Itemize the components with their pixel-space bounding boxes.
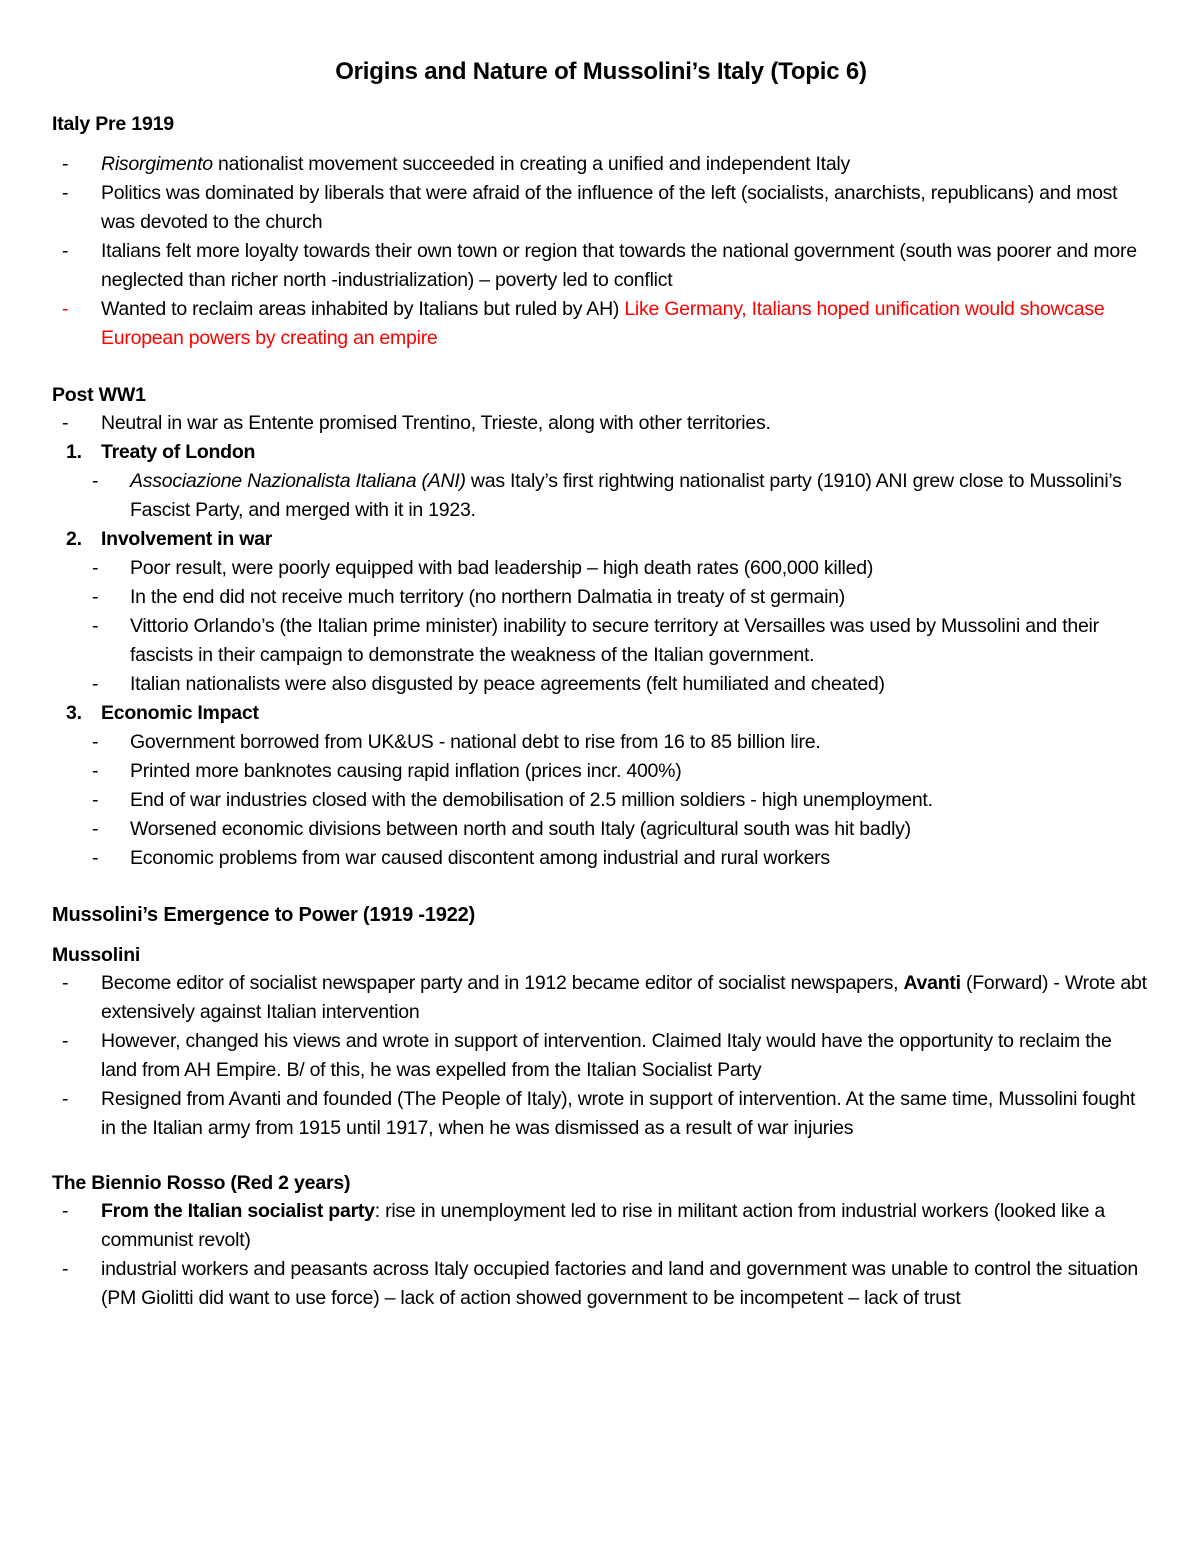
item-text: Italians felt more loyalty towards their own town or region that towards the national government (south was poorer and more neglected than richer north -industrialization) – poverty led to conflict [101, 240, 1137, 291]
item-text: End of war industries closed with the demobilisation of 2.5 million soldiers - high unemployment. [130, 789, 933, 811]
list-item [52, 786, 1150, 815]
dash-marker: - [92, 789, 99, 811]
list-item [52, 815, 1150, 844]
list-item [52, 554, 1150, 583]
dash-marker: - [92, 847, 99, 869]
item-text: Politics was dominated by liberals that were afraid of the influence of the left (socialists, anarchists, republicans) and most was devoted to the church [101, 182, 1118, 233]
item-text: (Forward) - Wrote abt extensively against Italian intervention [101, 972, 1147, 1023]
number-marker: 2. [66, 528, 82, 550]
list-item [52, 467, 1150, 525]
list-biennio-rosso [52, 1197, 1150, 1313]
item-text: Printed more banknotes causing rapid inflation (prices incr. 400%) [130, 760, 682, 782]
term-italian-socialist-party: From the Italian socialist party [101, 1200, 375, 1222]
list-item [52, 844, 1150, 873]
item-text: Italian nationalists were also disgusted by peace agreements (felt humiliated and cheated) [130, 673, 885, 695]
list-item [52, 757, 1150, 786]
list-item [52, 179, 1150, 237]
numbered-list-post-ww1-3 [52, 699, 1150, 728]
dash-marker: - [92, 673, 99, 695]
numbered-list-post-ww1-2 [52, 525, 1150, 554]
item-text: Economic problems from war caused discontent among industrial and rural workers [130, 847, 830, 869]
item-text: Worsened economic divisions between north and south Italy (agricultural south was hit badly) [130, 818, 911, 840]
numbered-item-treaty-of-london [52, 438, 1150, 467]
subheading-treaty-of-london: Treaty of London [101, 441, 256, 463]
dash-marker: - [62, 972, 69, 994]
term-ani: Associazione Nazionalista Italiana (ANI) [130, 470, 466, 492]
numbered-list-post-ww1 [52, 438, 1150, 467]
item-text: nationalist movement succeeded in creating a unified and independent Italy [212, 153, 850, 175]
dash-marker: - [62, 240, 69, 262]
dash-marker: - [92, 731, 99, 753]
heading-biennio-rosso: The Biennio Rosso (Red 2 years) [52, 1172, 351, 1194]
item-text: : rise in unemployment led to rise in militant action from industrial workers (looked like a communist revolt) [101, 1200, 1105, 1251]
dash-marker: - [62, 1258, 69, 1280]
list-post-ww1-intro [52, 409, 1150, 438]
heading-mussolini: Mussolini [52, 944, 141, 966]
subheading-economic-impact: Economic Impact [101, 702, 259, 724]
list-item [52, 237, 1150, 295]
page-title: Origins and Nature of Mussolini’s Italy (Topic 6) [335, 58, 867, 85]
dash-marker: - [92, 586, 99, 608]
dash-marker: - [92, 615, 99, 637]
highlighted-text: Like Germany, Italians hoped unification would showcase European powers by creating an empire [101, 298, 1105, 349]
heading-italy-pre-1919: Italy Pre 1919 [52, 113, 174, 135]
dash-marker: - [62, 1088, 69, 1110]
item-text: Vittorio Orlando’s (the Italian prime minister) inability to secure territory at Versailles was used by Mussolini and their fascists in their campaign to demonstrate the weakness of the Italian government. [130, 615, 1099, 666]
list-mussolini [52, 969, 1150, 1143]
item-text: Wanted to reclaim areas inhabited by Italians but ruled by AH) [101, 298, 625, 320]
heading-mussolini-emergence: Mussolini’s Emergence to Power (1919 -1922) [52, 904, 476, 926]
term-avanti: Avanti [903, 972, 961, 994]
dash-marker: - [92, 760, 99, 782]
list-item [52, 612, 1150, 670]
list-item [52, 295, 1150, 353]
list-item [52, 583, 1150, 612]
list-involvement-in-war [52, 554, 1150, 699]
item-text: industrial workers and peasants across Italy occupied factories and land and government was unable to control the situation (PM Giolitti did want to use force) – lack of action showed government to be incompetent – lack of trust [101, 1258, 1138, 1309]
dash-marker: - [62, 182, 69, 204]
list-item [52, 1197, 1150, 1255]
list-item [52, 1027, 1150, 1085]
list-item [52, 409, 1150, 438]
list-economic-impact [52, 728, 1150, 873]
item-text: Resigned from Avanti and founded (The People of Italy), wrote in support of intervention. At the same time, Mussolini fought in the Italian army from 1915 until 1917, when he was dismissed as a result of war injuries [101, 1088, 1136, 1139]
item-text: Poor result, were poorly equipped with bad leadership – high death rates (600,000 killed) [130, 557, 874, 579]
subheading-involvement-in-war: Involvement in war [101, 528, 273, 550]
numbered-item-involvement-in-war [52, 525, 1150, 554]
heading-post-ww1: Post WW1 [52, 384, 146, 406]
list-italy-pre-1919 [52, 150, 1150, 353]
list-item [52, 150, 1150, 179]
number-marker: 1. [66, 441, 82, 463]
item-text: Government borrowed from UK&US - national debt to rise from 16 to 85 billion lire. [130, 731, 821, 753]
item-text: Neutral in war as Entente promised Trentino, Trieste, along with other territories. [101, 412, 771, 434]
number-marker: 3. [66, 702, 82, 724]
dash-marker: - [92, 470, 99, 492]
term-risorgimento: Risorgimento [101, 153, 213, 175]
dash-marker: - [62, 412, 69, 434]
item-text: However, changed his views and wrote in support of intervention. Claimed Italy would have the opportunity to reclaim the land from AH Empire. B/ of this, he was expelled from the Italian Socialist Party [101, 1030, 1112, 1081]
list-item [52, 1255, 1150, 1313]
list-item [52, 1085, 1150, 1143]
list-item [52, 728, 1150, 757]
item-text: In the end did not receive much territory (no northern Dalmatia in treaty of st germain) [130, 586, 846, 608]
list-item [52, 670, 1150, 699]
dash-marker: - [62, 1200, 69, 1222]
list-item [52, 969, 1150, 1027]
list-treaty-of-london [52, 467, 1150, 525]
dash-marker: - [92, 557, 99, 579]
dash-marker: - [62, 298, 69, 320]
dash-marker: - [62, 153, 69, 175]
numbered-item-economic-impact [52, 699, 1150, 728]
dash-marker: - [62, 1030, 69, 1052]
item-text: was Italy’s first rightwing nationalist party (1910) ANI grew close to Mussolini’s Fascist Party, and merged with it in 1923. [130, 470, 1122, 521]
dash-marker: - [92, 818, 99, 840]
item-text: Become editor of socialist newspaper party and in 1912 became editor of socialist newspapers, [101, 972, 904, 994]
